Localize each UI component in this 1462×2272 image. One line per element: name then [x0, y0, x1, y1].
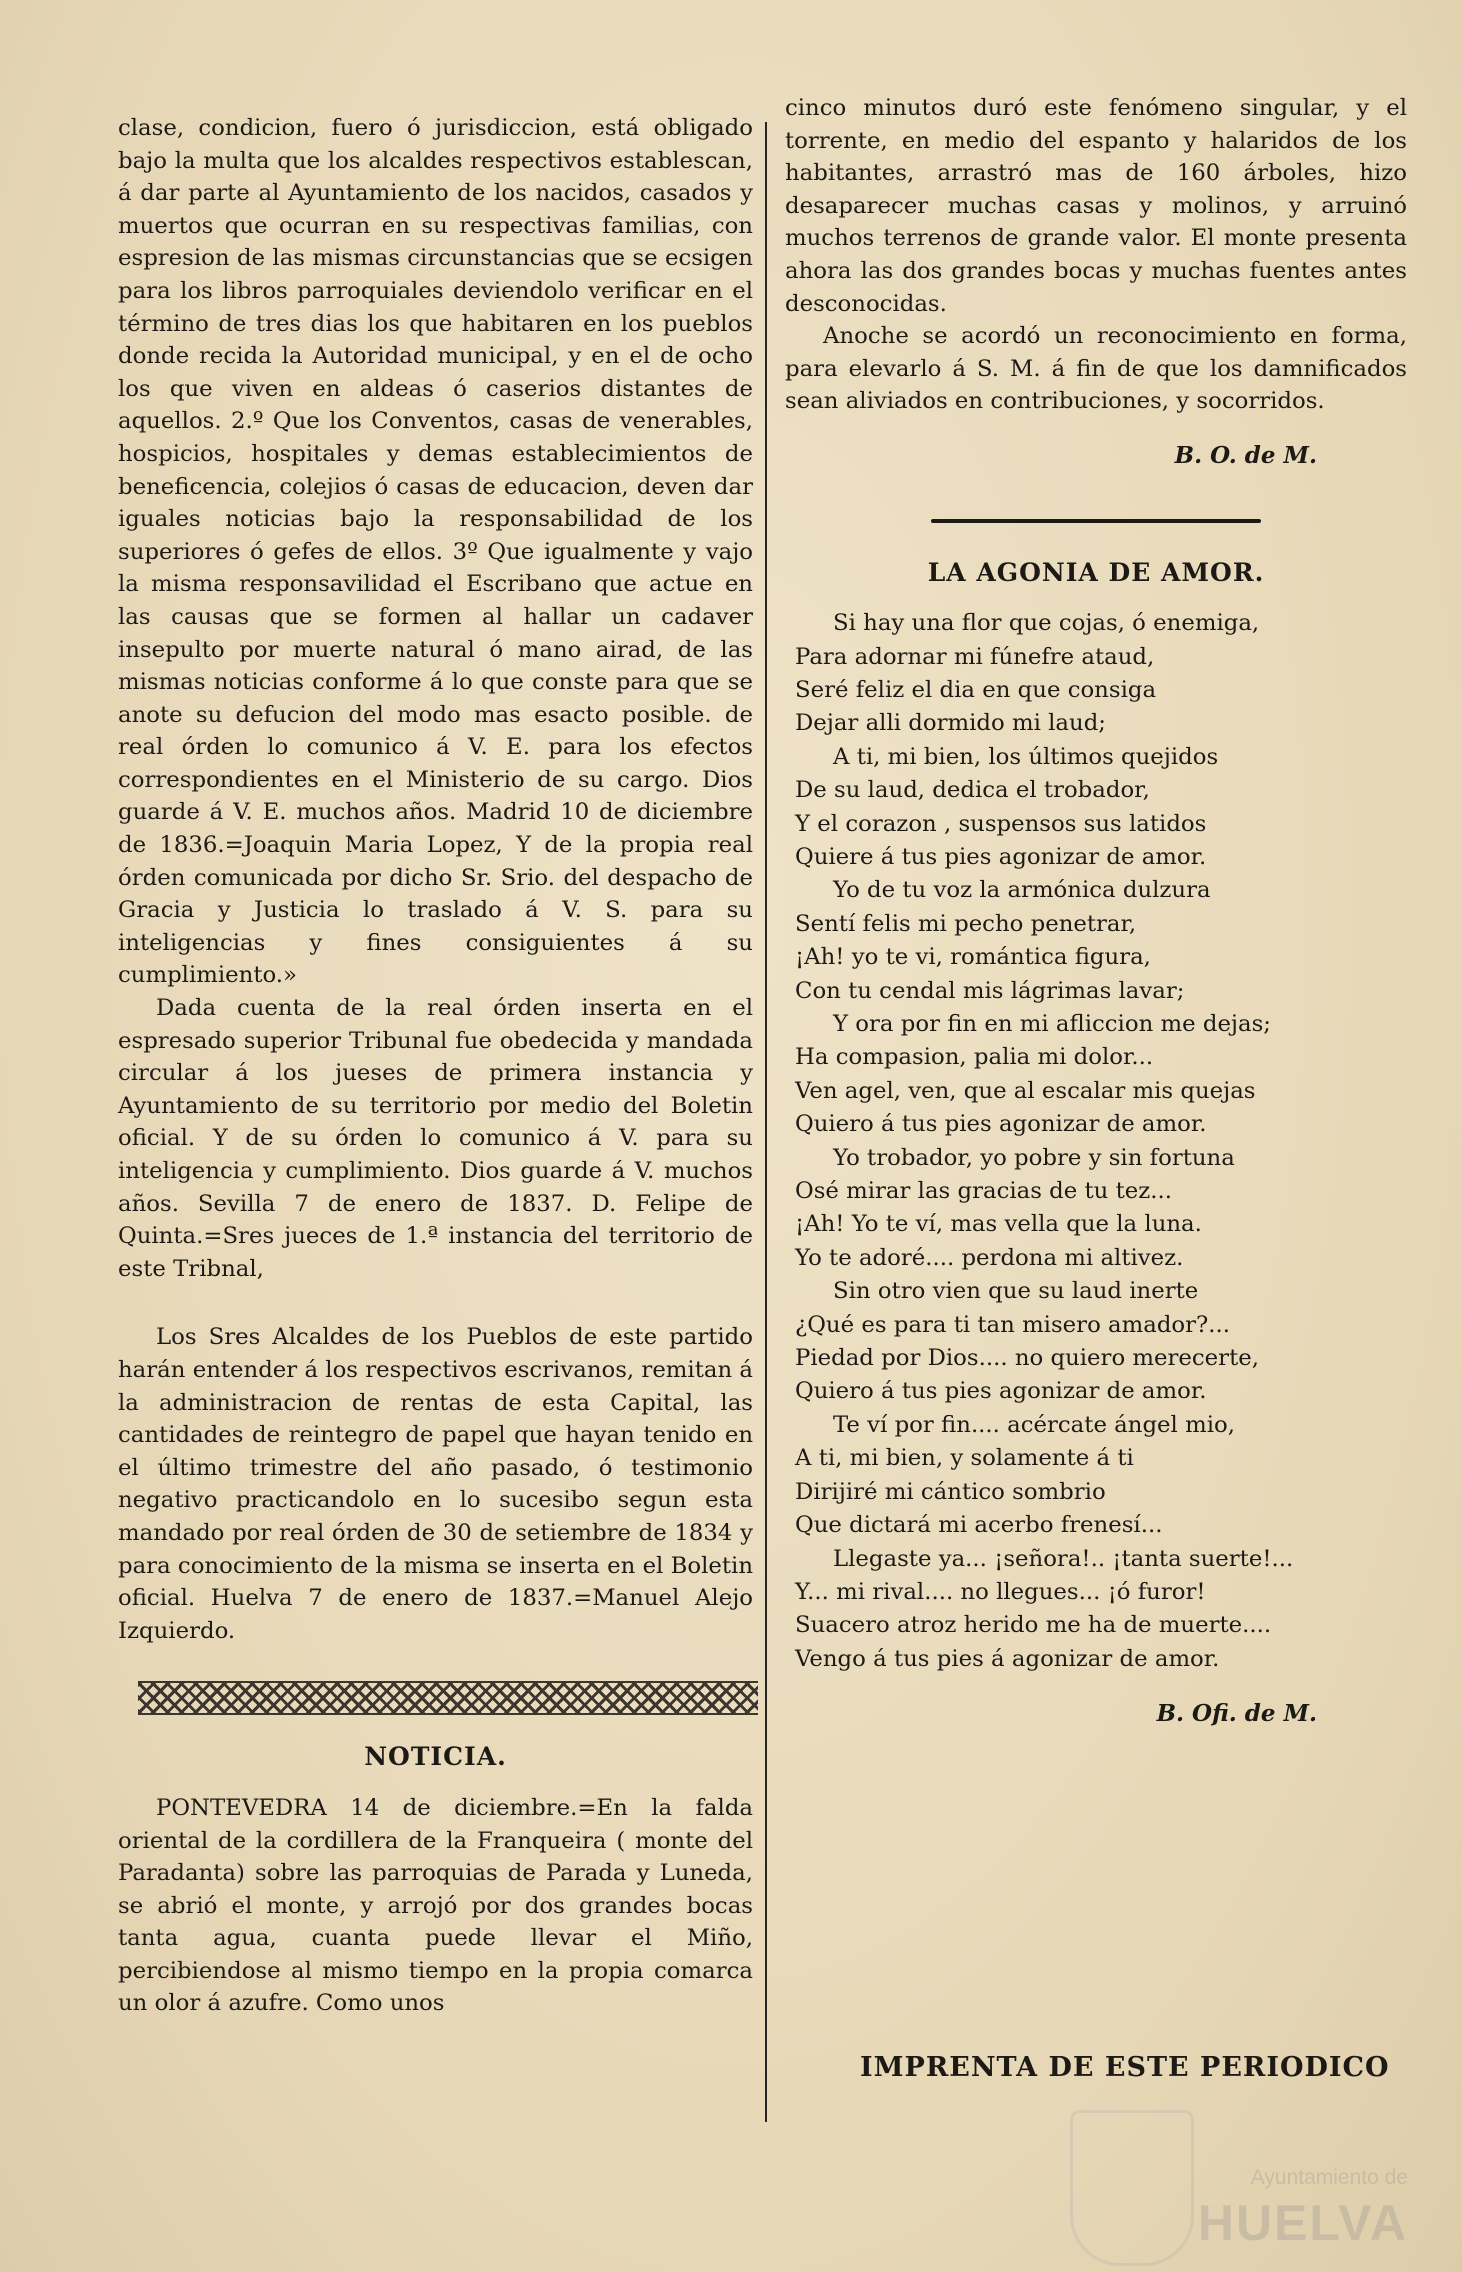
poem-line: ¡Ah! yo te vi, romántica figura,: [795, 944, 1151, 971]
poem-line: Y... mi rival.... no llegues... ¡ó furor!: [795, 1578, 1206, 1605]
poem-line: Vengo á tus pies á agonizar de amor.: [795, 1645, 1220, 1672]
section-divider: [931, 519, 1261, 523]
poem-line: De su laud, dedica el trobador,: [795, 777, 1150, 804]
poem-line: Sin otro vien que su laud inerte: [833, 1278, 1199, 1305]
poem: [785, 607, 1407, 1676]
poem-line: ¿Qué es para ti tan misero amador?...: [795, 1311, 1231, 1338]
tribunal-paragraph: Dada cuenta de la real órden inserta en el espresado superior Tribunal fue obedecida y mandada circular á los jueses de primera instancia y Ayuntamiento de su territorio por medio del Boletin oficial. Y de su órden lo comunico á V. para su inteligencia y cumplimiento. Dios guarde á V. muchos años. Sevilla 7 de enero de 1837. D. Felipe de Quinta.=Sres jueces de 1.ª instancia del territorio de este Tribnal,: [118, 995, 753, 1282]
poem-line: Sentí felis mi pecho penetrar,: [795, 910, 1137, 937]
poem-line: Te ví por fin.... acércate ángel mio,: [833, 1411, 1235, 1438]
ornamental-divider: [138, 1681, 758, 1715]
poem-line: A ti, mi bien, los últimos quejidos: [833, 743, 1219, 770]
poem-line: ¡Ah! Yo te ví, mas vella que la luna.: [795, 1211, 1202, 1238]
poem-line: A ti, mi bien, y solamente á ti: [795, 1445, 1134, 1472]
poem-line: Dirijiré mi cántico sombrio: [795, 1478, 1106, 1505]
column-divider: [765, 122, 767, 2122]
poem-line: Dejar alli dormido mi laud;: [795, 710, 1106, 737]
poem-line: Osé mirar las gracias de tu tez...: [795, 1178, 1172, 1205]
poem-signature: B. Ofi. de M.: [1156, 1700, 1317, 1728]
left-column: [118, 112, 753, 2020]
poem-line: Llegaste ya... ¡señora!.. ¡tanta suerte!...: [833, 1545, 1294, 1572]
notice-continuation: cinco minutos duró este fenómeno singular, y el torrente, en medio del espanto y halaridos de los habitantes, arrastró mas de 160 árboles, hizo desaparecer muchas casas y molinos, y arruinó muchos terrenos de grande valor. El monte presenta ahora las dos grandes bocas y muchas fuentes antes desconocidas.: [785, 95, 1407, 317]
poem-line: Ha compasion, palia mi dolor...: [795, 1044, 1154, 1071]
watermark-line-1: Ayuntamiento de: [1250, 2166, 1408, 2189]
notice-signature: B. O. de M.: [1174, 441, 1317, 469]
poem-line: Yo de tu voz la armónica dulzura: [833, 877, 1211, 904]
poem-line: Seré feliz el dia en que consiga: [795, 676, 1157, 703]
watermark-line-2: HUELVA: [1197, 2195, 1408, 2251]
poem-line: Quiero á tus pies agonizar de amor.: [795, 1378, 1207, 1405]
decree-paragraph: clase, condicion, fuero ó jurisdiccion, está obligado bajo la multa que los alcaldes respectivos establescan, á dar parte al Ayuntamiento de los nacidos, casados y muertos que ocurran en su respectivas familias, con espresion de las mismas circunstancias que se ecsigen para los libros parroquiales deviendolo verificar en el término de tres dias los que habitaren en los pueblos donde recida la Autoridad municipal, y en el de ocho los que viven en aldeas ó caserios distantes de aquellos. 2.º Que los Conventos, casas de venerables, hospicios, hospitales y demas establecimientos de beneficencia, colejios ó casas de educacion, deven dar iguales noticias bajo la responsabilidad de los superiores ó gefes de ellos. 3º Que igualmente y vajo la misma responsavilidad el Escribano que actue en las causas que se formen al hallar un cadaver insepulto por muerte natural ó mano airad, de las mismas noticias conforme á lo que conste para que se anote su defucion del modo mas esacto posible. de real órden lo comunico á V. E. para los efectos correspondientes en el Ministerio de su cargo. Dios guarde á V. E. muchos años. Madrid 10 de diciembre de 1836.=Joaquin Maria Lopez, Y de la propia real órden comunicada por dicho Sr. Srio. del despacho de Gracia y Justicia lo traslado á V. S. para su inteligencias y fines consiguientes á su cumplimiento.»: [118, 115, 753, 989]
poem-title: LA AGONIA DE AMOR.: [927, 557, 1265, 587]
poem-line: Quiere á tus pies agonizar de amor.: [795, 843, 1207, 870]
seal-icon: [1070, 2110, 1194, 2266]
right-column: [785, 92, 1407, 1731]
notice-heading: NOTICIA.: [364, 1742, 507, 1772]
imprint-line: IMPRENTA DE ESTE PERIODICO: [860, 2052, 1390, 2083]
poem-line: Piedad por Dios.... no quiero merecerte,: [795, 1345, 1259, 1372]
poem-line: Yo te adoré.... perdona mi altivez.: [795, 1244, 1184, 1271]
poem-line: Y el corazon , suspensos sus latidos: [795, 810, 1207, 837]
poem-line: Si hay una flor que cojas, ó enemiga,: [833, 610, 1260, 637]
notice-text: PONTEVEDRA 14 de diciembre.=En la falda oriental de la cordillera de la Franqueira ( monte del Paradanta) sobre las parroquias de Parada y Luneda, se abrió el monte, y arrojó por dos grandes bocas tanta agua, cuanta puede llevar el Miño, percibiendose al mismo tiempo en la propia comarca un olor á azufre. Como unos: [118, 1794, 753, 2017]
poem-line: Para adornar mi fúnefre ataud,: [795, 643, 1155, 670]
poem-line: Quiero á tus pies agonizar de amor.: [795, 1111, 1207, 1138]
poem-line: Suacero atroz herido me ha de muerte....: [795, 1612, 1272, 1639]
poem-line: Y ora por fin en mi afliccion me dejas;: [833, 1011, 1271, 1037]
poem-line: Ven agel, ven, que al escalar mis quejas: [795, 1077, 1256, 1104]
poem-line: Yo trobador, yo pobre y sin fortuna: [833, 1144, 1235, 1171]
notice-paragraph-2: Anoche se acordó un reconocimiento en forma, para elevarlo á S. M. á fin de que los damnificados sean aliviados en contribuciones, y socorridos.: [785, 323, 1407, 415]
poem-line: Que dictará mi acerbo frenesí...: [795, 1512, 1163, 1539]
archive-watermark: [1070, 2110, 1408, 2260]
alcaldes-paragraph: Los Sres Alcaldes de los Pueblos de este partido harán entender á los respectivos escrivanos, remitan á la administracion de rentas de esta Capital, las cantidades de reintegro de papel que hayan tenido en el último trimestre del año pasado, ó testimonio negativo practicandolo en lo sucesibo segun esta mandado por real órden de 30 de setiembre de 1834 y para conocimiento de la misma se inserta en el Boletin oficial. Huelva 7 de enero de 1837.=Manuel Alejo Izquierdo.: [118, 1324, 753, 1644]
poem-line: Con tu cendal mis lágrimas lavar;: [795, 977, 1185, 1004]
